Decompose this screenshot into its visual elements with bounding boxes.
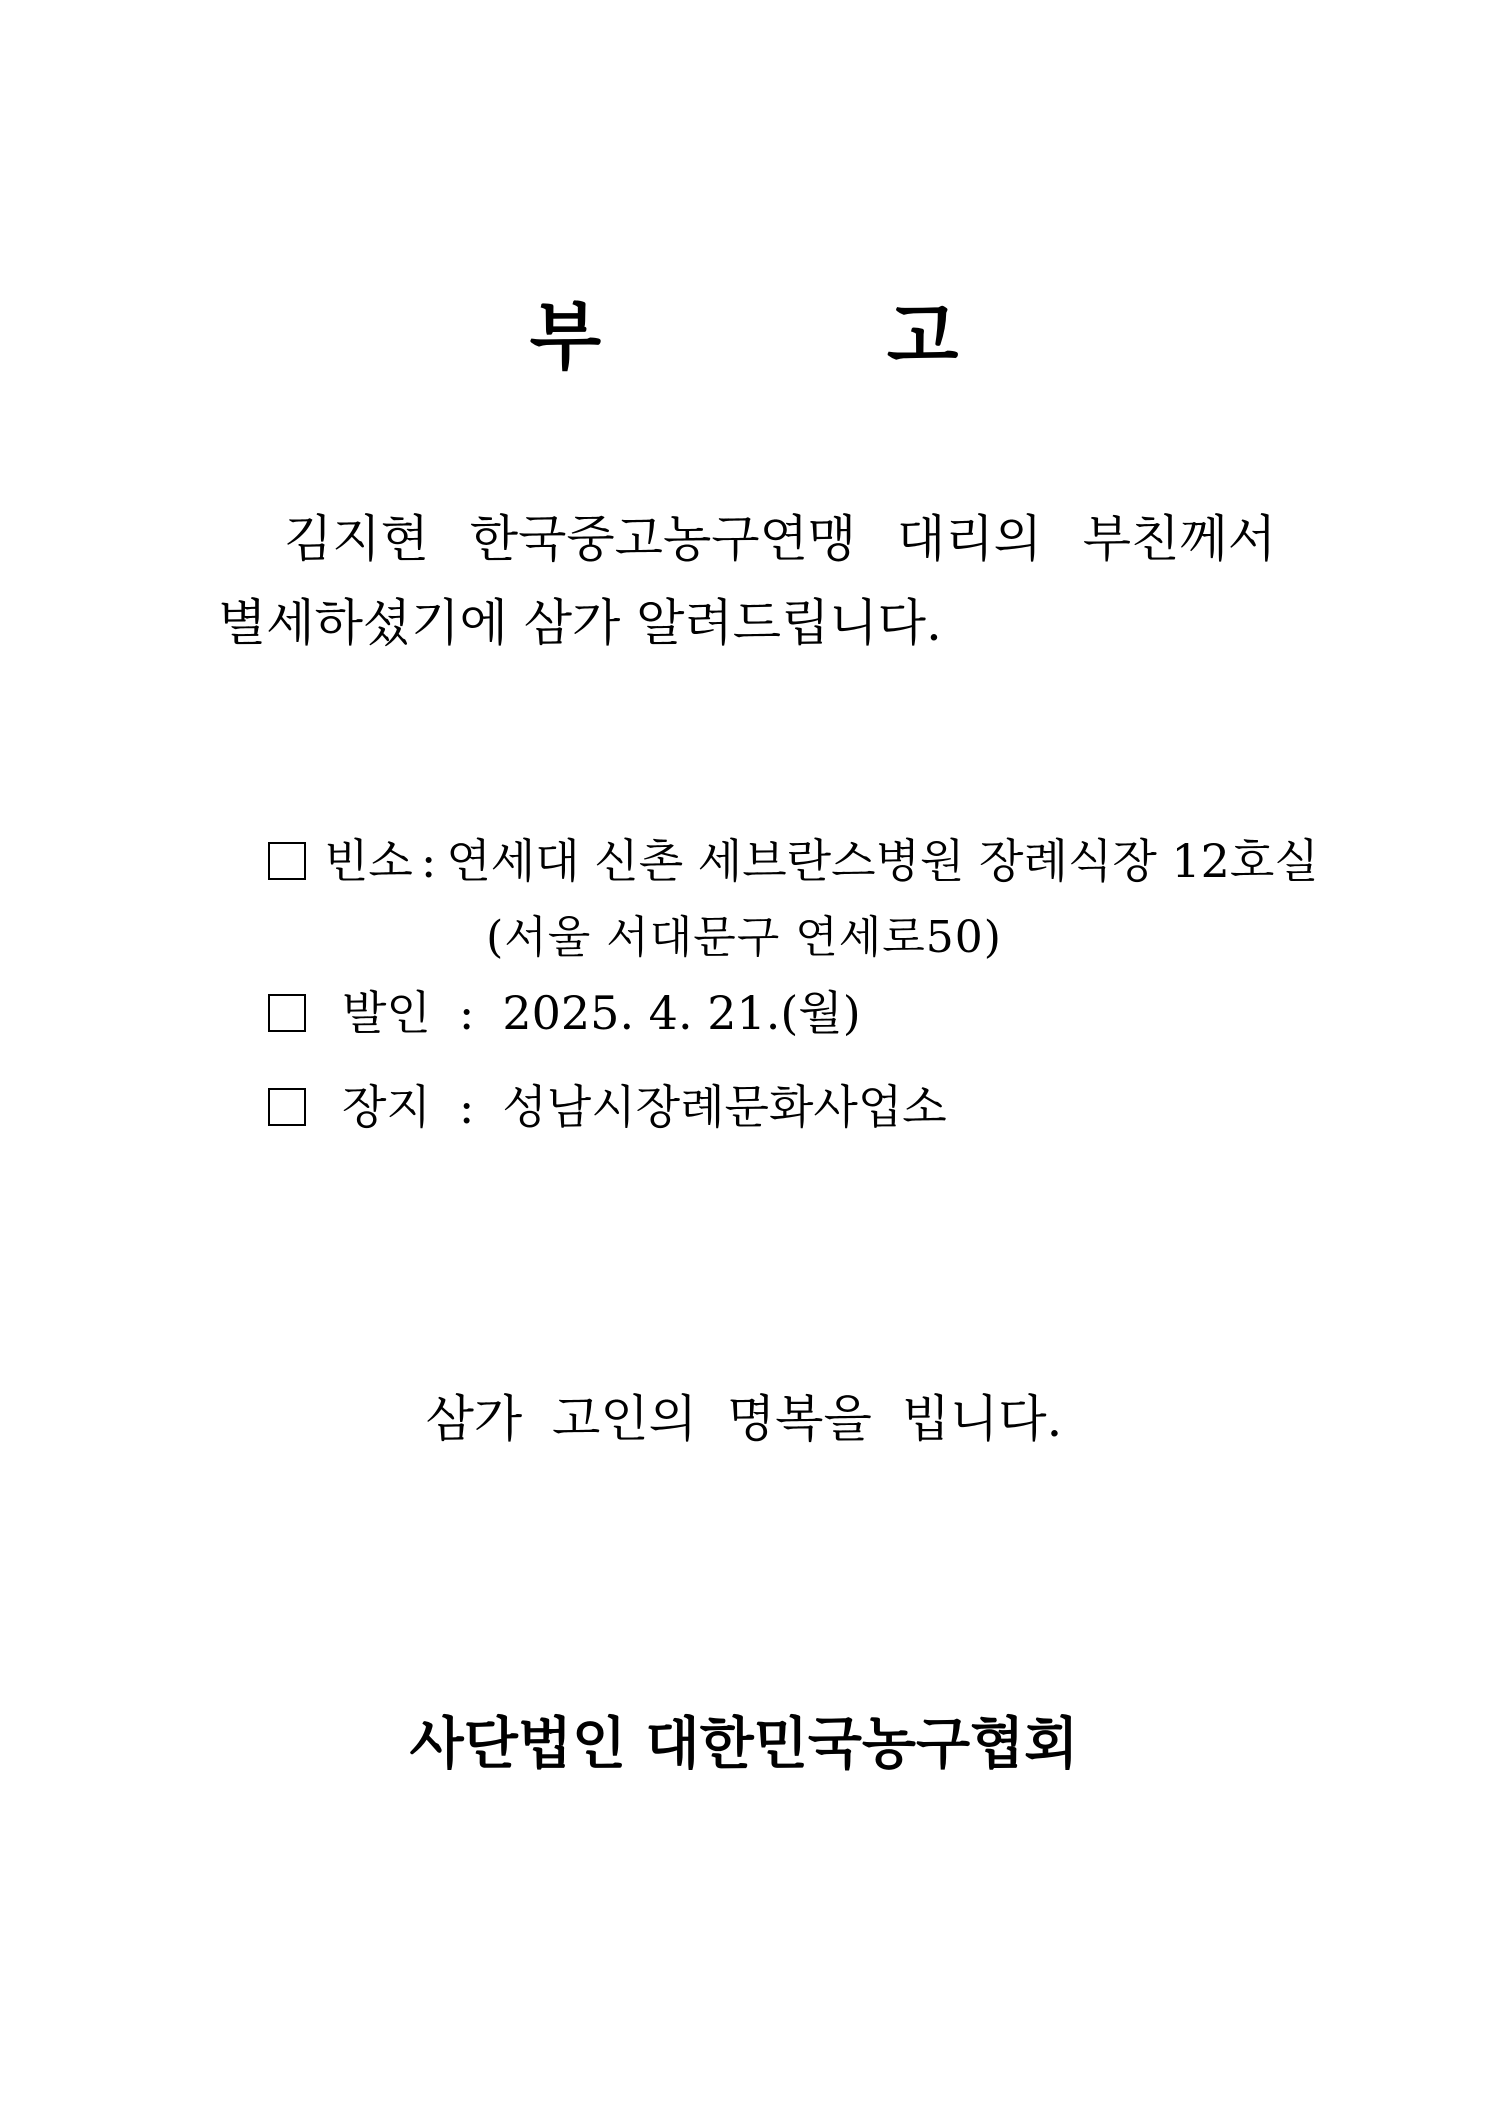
- condolence-message: 삼가 고인의 명복을 빕니다.: [425, 1390, 1063, 1448]
- checkbox-square-icon: [268, 842, 306, 880]
- burial-separator: :: [458, 1080, 475, 1134]
- procession-value: 2025. 4. 21.(월): [502, 986, 861, 1040]
- announcement-word: 한국중고농구연맹: [469, 510, 857, 568]
- procession-separator: :: [458, 986, 475, 1040]
- venue-label: 빈소: [324, 834, 413, 888]
- announcement-word: 대리의: [897, 510, 1042, 568]
- announcement-word: 부친께서: [1082, 510, 1276, 568]
- venue-separator: :: [420, 834, 437, 888]
- issuing-organization: 사단법인 대한민국농구협회: [409, 1711, 1079, 1777]
- document-title: 부 고: [529, 294, 1089, 380]
- announcement-line-2: 별세하셨기에 삼가 알려드립니다.: [218, 594, 942, 652]
- procession-item: [268, 986, 861, 1040]
- announcement-word: 김지현: [284, 510, 429, 568]
- burial-value: 성남시장례문화사업소: [502, 1080, 947, 1134]
- checkbox-square-icon: [268, 994, 306, 1032]
- venue-address: (서울 서대문구 연세로50): [486, 912, 1002, 963]
- venue-value: 연세대 신촌 세브란스병원 장례식장 12호실: [446, 834, 1319, 888]
- checkbox-square-icon: [268, 1088, 306, 1126]
- burial-item: [268, 1080, 947, 1134]
- announcement-line-1: [218, 510, 1276, 568]
- burial-label: 장지: [342, 1080, 431, 1134]
- venue-item: [268, 834, 1319, 888]
- procession-label: 발인: [342, 986, 431, 1040]
